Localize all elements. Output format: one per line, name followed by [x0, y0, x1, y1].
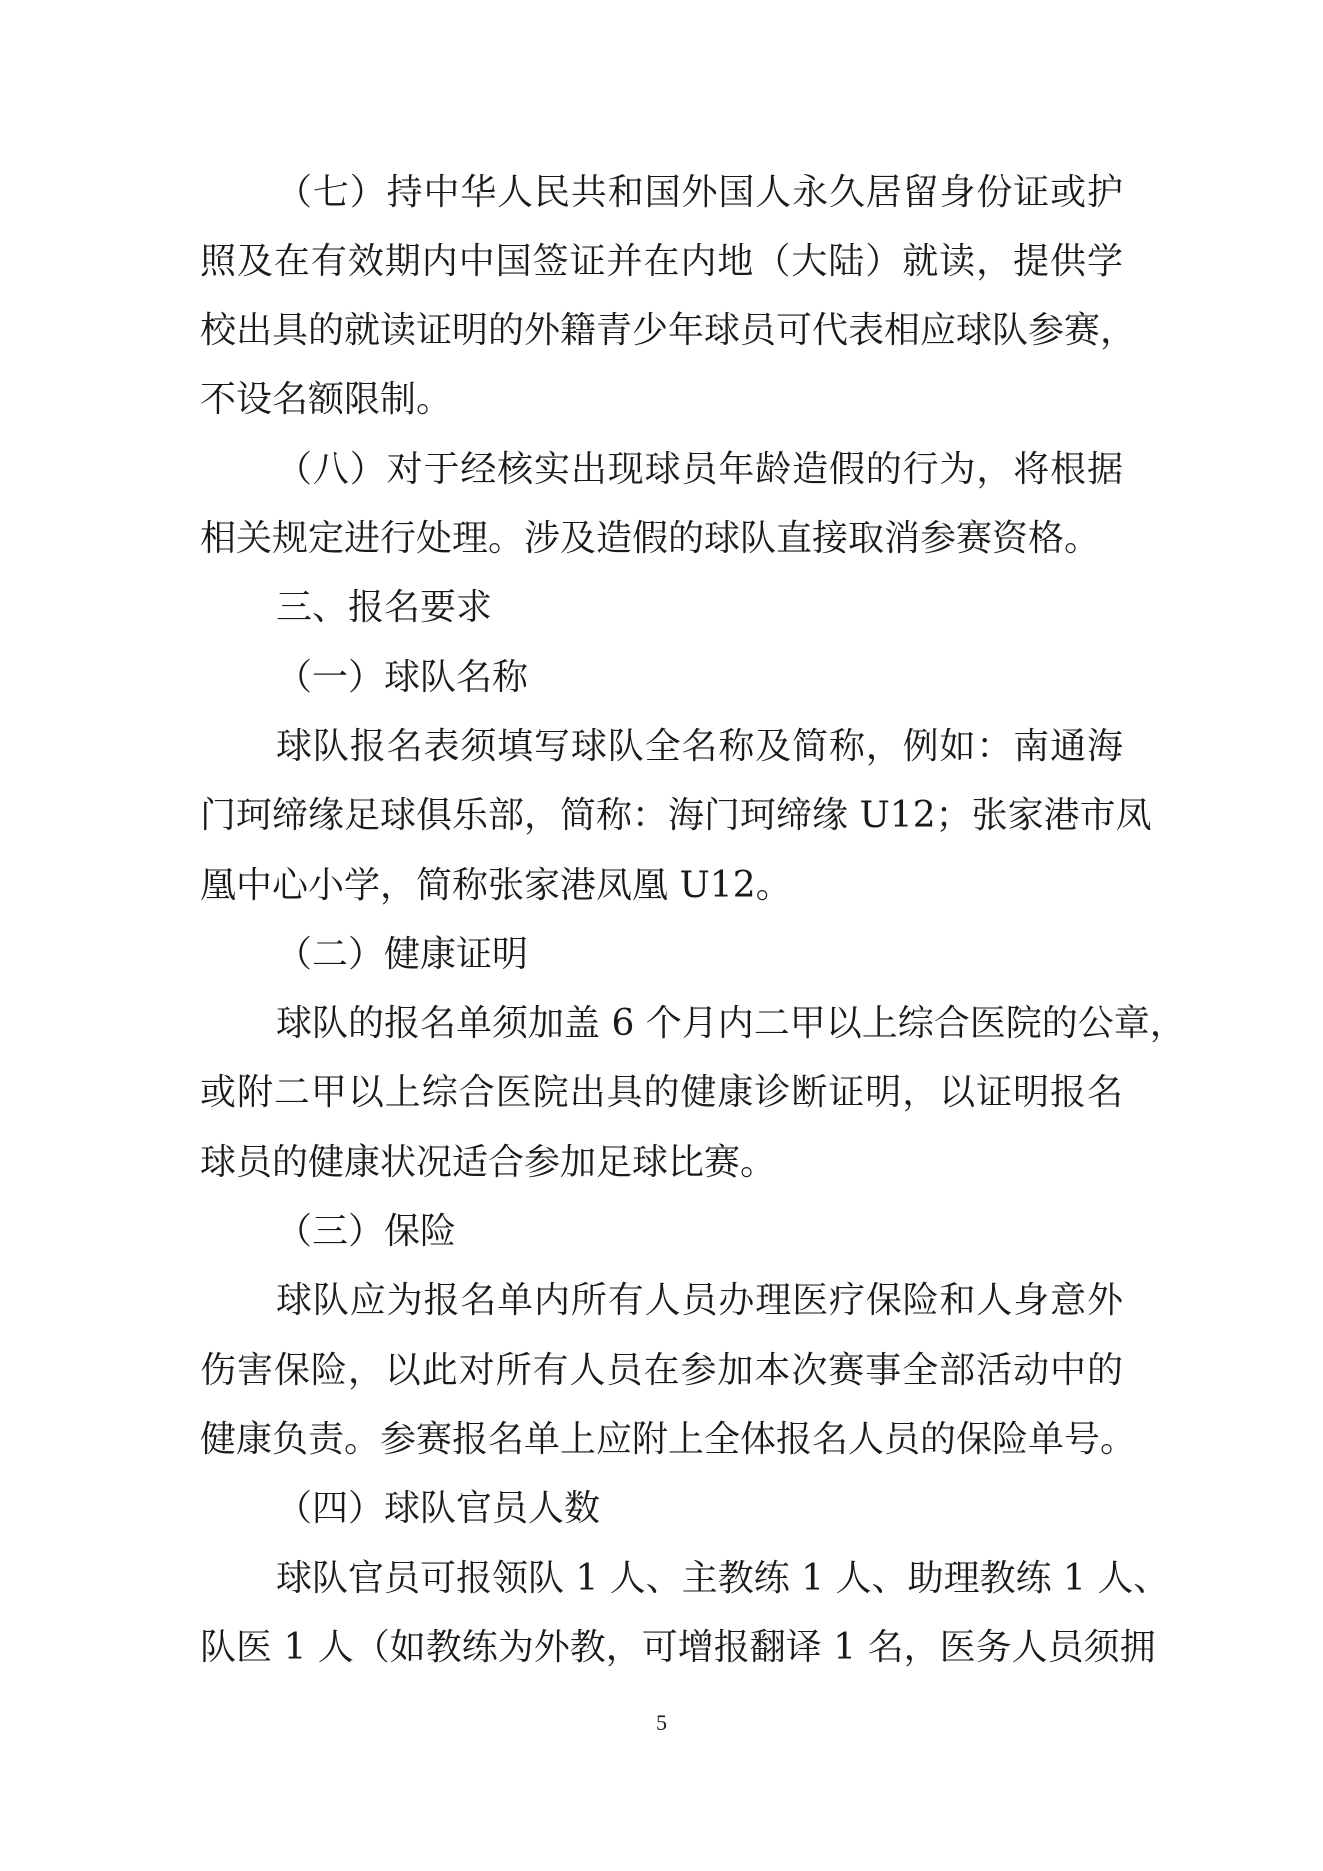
insurance-line-3: 健康负责。参赛报名单上应附上全体报名人员的保险单号。 — [200, 1419, 1137, 1460]
health-line-1: 球队的报名单须加盖 6 个月内二甲以上综合医院的公章， — [276, 1003, 1186, 1044]
paragraph-7-line-2: 照及在有效期内中国签证并在内地（大陆）就读，提供学 — [200, 241, 1123, 282]
subheading-health-certificate: （二）健康证明 — [276, 934, 529, 975]
team-name-line-1: 球队报名表须填写球队全名称及简称，例如：南通海 — [276, 726, 1123, 767]
paragraph-7-line-3: 校出具的就读证明的外籍青少年球员可代表相应球队参赛， — [200, 310, 1137, 351]
page-number: 5 — [656, 1710, 667, 1735]
paragraph-7-line-4: 不设名额限制。 — [200, 379, 453, 420]
officials-line-1: 球队官员可报领队 1 人、主教练 1 人、助理教练 1 人、 — [276, 1558, 1170, 1599]
subheading-team-officials: （四）球队官员人数 — [276, 1488, 601, 1529]
health-line-3: 球员的健康状况适合参加足球比赛。 — [200, 1142, 777, 1183]
team-name-line-3: 凰中心小学，简称张家港凤凰 U12。 — [200, 865, 792, 906]
paragraph-7-line-1: （七）持中华人民共和国外国人永久居留身份证或护 — [276, 172, 1123, 213]
paragraph-8-line-1: （八）对于经核实出现球员年龄造假的行为，将根据 — [276, 449, 1123, 490]
insurance-line-1: 球队应为报名单内所有人员办理医疗保险和人身意外 — [276, 1280, 1123, 1321]
subheading-insurance: （三）保险 — [276, 1211, 457, 1252]
section-heading: 三、报名要求 — [276, 587, 493, 628]
paragraph-8-line-2: 相关规定进行处理。涉及造假的球队直接取消参赛资格。 — [200, 518, 1101, 559]
insurance-line-2: 伤害保险，以此对所有人员在参加本次赛事全部活动中的 — [200, 1350, 1123, 1391]
subheading-team-name: （一）球队名称 — [276, 657, 529, 698]
officials-line-2: 队医 1 人（如教练为外教，可增报翻译 1 名，医务人员须拥 — [200, 1627, 1156, 1668]
health-line-2: 或附二甲以上综合医院出具的健康诊断证明，以证明报名 — [200, 1072, 1123, 1113]
team-name-line-2: 门珂缔缘足球俱乐部，简称：海门珂缔缘 U12；张家港市凤 — [200, 795, 1152, 836]
